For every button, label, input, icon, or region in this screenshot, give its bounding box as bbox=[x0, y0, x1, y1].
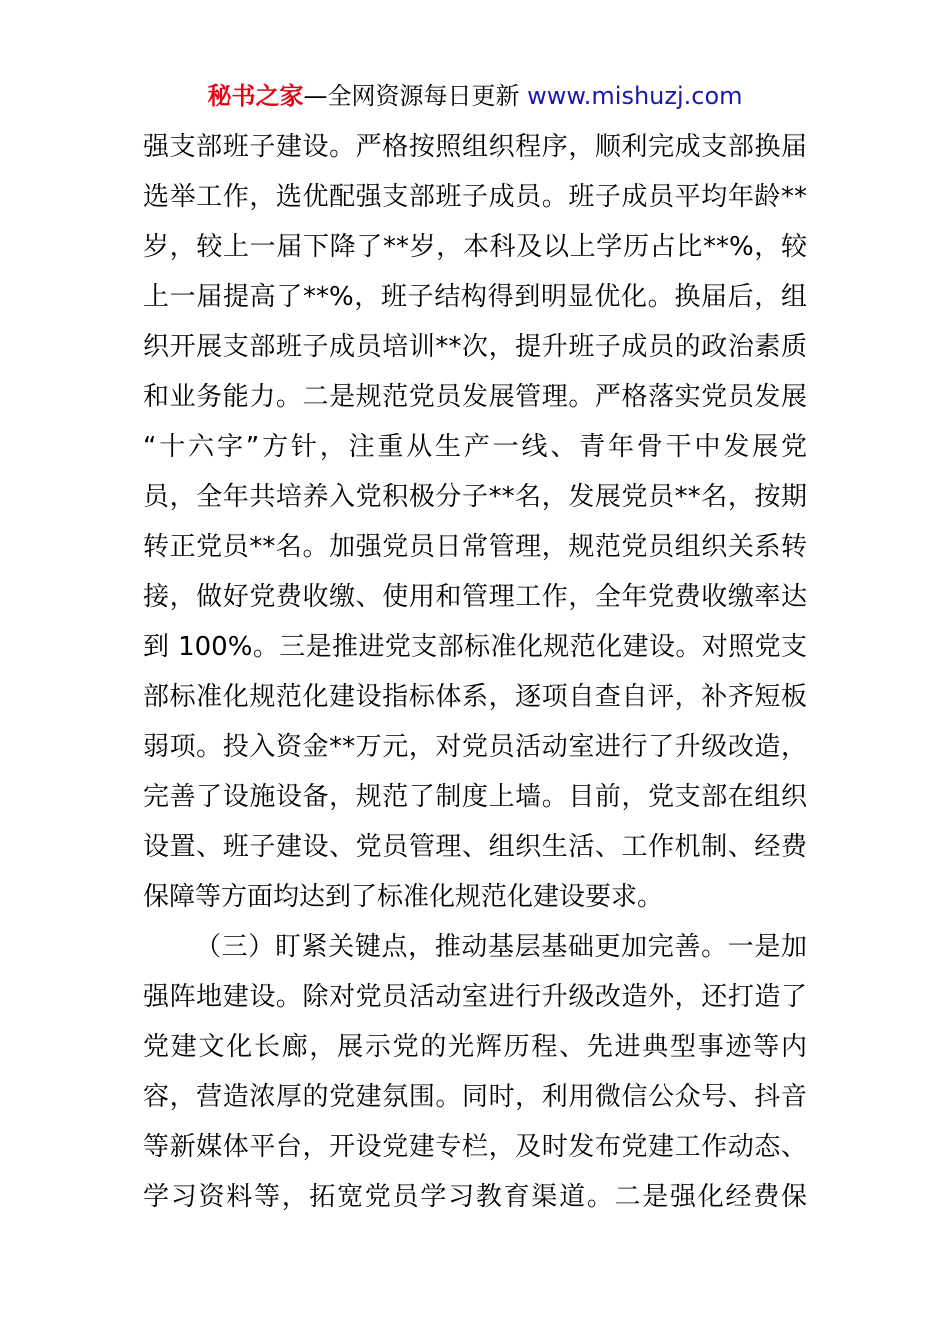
brand-name: 秘书之家 bbox=[207, 82, 304, 110]
body-line: 等新媒体平台，开设党建专栏，及时发布党建工作动态、 bbox=[143, 1132, 807, 1162]
body-line: 到 100%。三是推进党支部标准化规范化建设。对照党支 bbox=[143, 632, 807, 662]
body-line: “十六字”方针，注重从生产一线、青年骨干中发展党 bbox=[143, 432, 807, 462]
body-line: 员，全年共培养入党积极分子**名，发展党员**名，按期 bbox=[143, 482, 807, 512]
site-url[interactable]: www.mishuzj.com bbox=[527, 82, 743, 110]
body-line: 织开展支部班子成员培训**次，提升班子成员的政治素质 bbox=[143, 332, 807, 362]
body-line: 学习资料等，拓宽党员学习教育渠道。二是强化经费保 bbox=[143, 1182, 807, 1212]
body-line: 选举工作，选优配强支部班子成员。班子成员平均年龄** bbox=[143, 182, 807, 212]
body-line: 接，做好党费收缴、使用和管理工作，全年党费收缴率达 bbox=[143, 582, 807, 612]
body-line: 强支部班子建设。严格按照组织程序，顺利完成支部换届 bbox=[143, 132, 807, 162]
body-line: 和业务能力。二是规范党员发展管理。严格落实党员发展 bbox=[143, 382, 807, 412]
header-tagline: —全网资源每日更新 bbox=[303, 82, 528, 110]
body-line: 强阵地建设。除对党员活动室进行升级改造外，还打造了 bbox=[143, 982, 807, 1012]
site-header bbox=[0, 80, 950, 112]
document-body bbox=[143, 122, 807, 1222]
body-line: 岁，较上一届下降了**岁，本科及以上学历占比**%，较 bbox=[143, 232, 807, 262]
body-line: 党建文化长廊，展示党的光辉历程、先进典型事迹等内 bbox=[143, 1032, 807, 1062]
body-line: 部标准化规范化建设指标体系，逐项自查自评，补齐短板 bbox=[143, 682, 807, 712]
body-line-paragraph-end: 保障等方面均达到了标准化规范化建设要求。 bbox=[143, 882, 664, 912]
section-heading-line: （三）盯紧关键点，推动基层基础更加完善。一是加 bbox=[195, 932, 807, 962]
body-line: 设置、班子建设、党员管理、组织生活、工作机制、经费 bbox=[143, 832, 807, 862]
body-line: 弱项。投入资金**万元，对党员活动室进行了升级改造， bbox=[143, 732, 807, 762]
body-line: 完善了设施设备，规范了制度上墙。目前，党支部在组织 bbox=[143, 782, 807, 812]
body-line: 转正党员**名。加强党员日常管理，规范党员组织关系转 bbox=[143, 532, 807, 562]
body-line: 容，营造浓厚的党建氛围。同时，利用微信公众号、抖音 bbox=[143, 1082, 807, 1112]
body-line: 上一届提高了**%，班子结构得到明显优化。换届后，组 bbox=[143, 282, 807, 312]
